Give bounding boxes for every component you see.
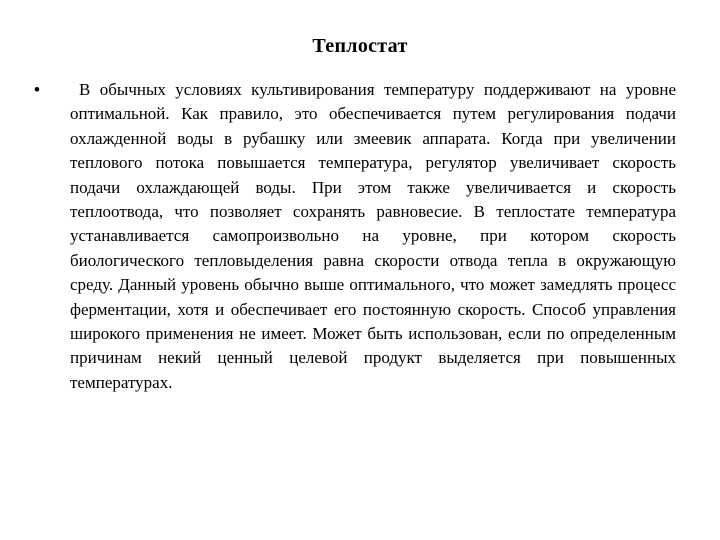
slide-title: Теплостат: [312, 35, 408, 57]
bullet-paragraph: В обычных условиях культивирования температуру поддерживают на уровне оптимальной. Как правило, это обеспечивается путем регулирования подачи охлажденной воды в рубашку или змеевик аппарата. Когда при увеличении теплового потока повышается температура, регулятор увеличивает скорость подачи охлаждающей воды. При этом также увеличивается и скорость теплоотвода, что позволяет сохранять равновесие. В теплостате температура устанавливается самопроизвольно на уровне, при котором скорость биологического тепловыделения равна скорости отвода тепла в окружающую среду. Данный уровень обычно выше оптимального, что может замедлять процесс ферментации, хотя и обеспечивает его постоянную скорость. Способ управления широкого применения не имеет. Может быть использован, если по определенным причинам некий ценный целевой продукт выделяется при повышенных температурах.: [70, 80, 676, 392]
bullet-icon: •: [34, 80, 40, 99]
